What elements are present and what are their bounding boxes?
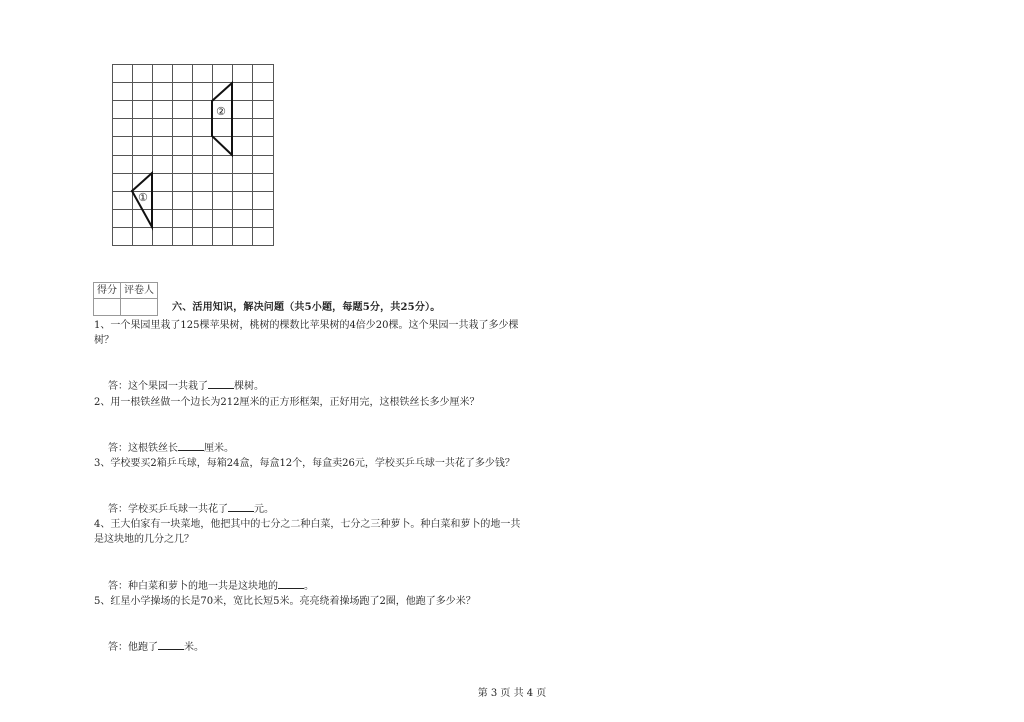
answer-blank[interactable]	[228, 501, 254, 512]
grader-cell	[121, 299, 158, 316]
page-footer: 第 3 页 共 4 页	[477, 688, 547, 699]
question-4: 4、王大伯家有一块菜地，他把其中的七分之二种白菜，七分之三种萝卜。种白菜和萝卜的地一共是这块地的几分之几？	[94, 519, 521, 545]
score-table	[93, 282, 158, 316]
answer-blank[interactable]	[278, 578, 304, 589]
answer-blank[interactable]	[178, 440, 204, 451]
score-header: 得分	[94, 283, 121, 299]
section-title: 六、活用知识，解决问题（共5小题，每题5分，共25分）。	[172, 302, 441, 313]
grader-header: 评卷人	[121, 283, 158, 299]
answer-5: 答：他跑了 米。	[108, 639, 204, 655]
answer-3: 答：学校买乒乓球一共花了 元。	[108, 501, 274, 517]
question-1: 1、一个果园里栽了125棵苹果树，桃树的棵数比苹果树的4倍少20棵。这个果园一共栽了多少棵树？	[94, 320, 519, 346]
answer-blank[interactable]	[158, 639, 184, 650]
score-cell	[94, 299, 121, 316]
grid-lines	[112, 64, 274, 246]
grid-figure	[112, 64, 274, 246]
question-3: 3、学校要买2箱乒乓球，每箱24盒，每盒12个，每盒卖26元，学校买乒乓球一共花了多少钱？	[94, 458, 515, 469]
answer-4: 答：种白菜和萝卜的地一共是这块地的 。	[108, 578, 314, 594]
answer-blank[interactable]	[208, 378, 234, 389]
answer-1: 答：这个果园一共栽了 棵树。	[108, 378, 264, 394]
shape-1-label: ①	[138, 191, 148, 204]
question-2: 2、用一根铁丝做一个边长为212厘米的正方形框架，正好用完，这根铁丝长多少厘米？	[94, 397, 480, 408]
shape-2-label: ②	[216, 105, 226, 118]
answer-2: 答：这根铁丝长 厘米。	[108, 440, 234, 456]
question-5: 5、红星小学操场的长是70米，宽比长短5米。亮亮绕着操场跑了2圈，他跑了多少米？	[94, 596, 476, 607]
